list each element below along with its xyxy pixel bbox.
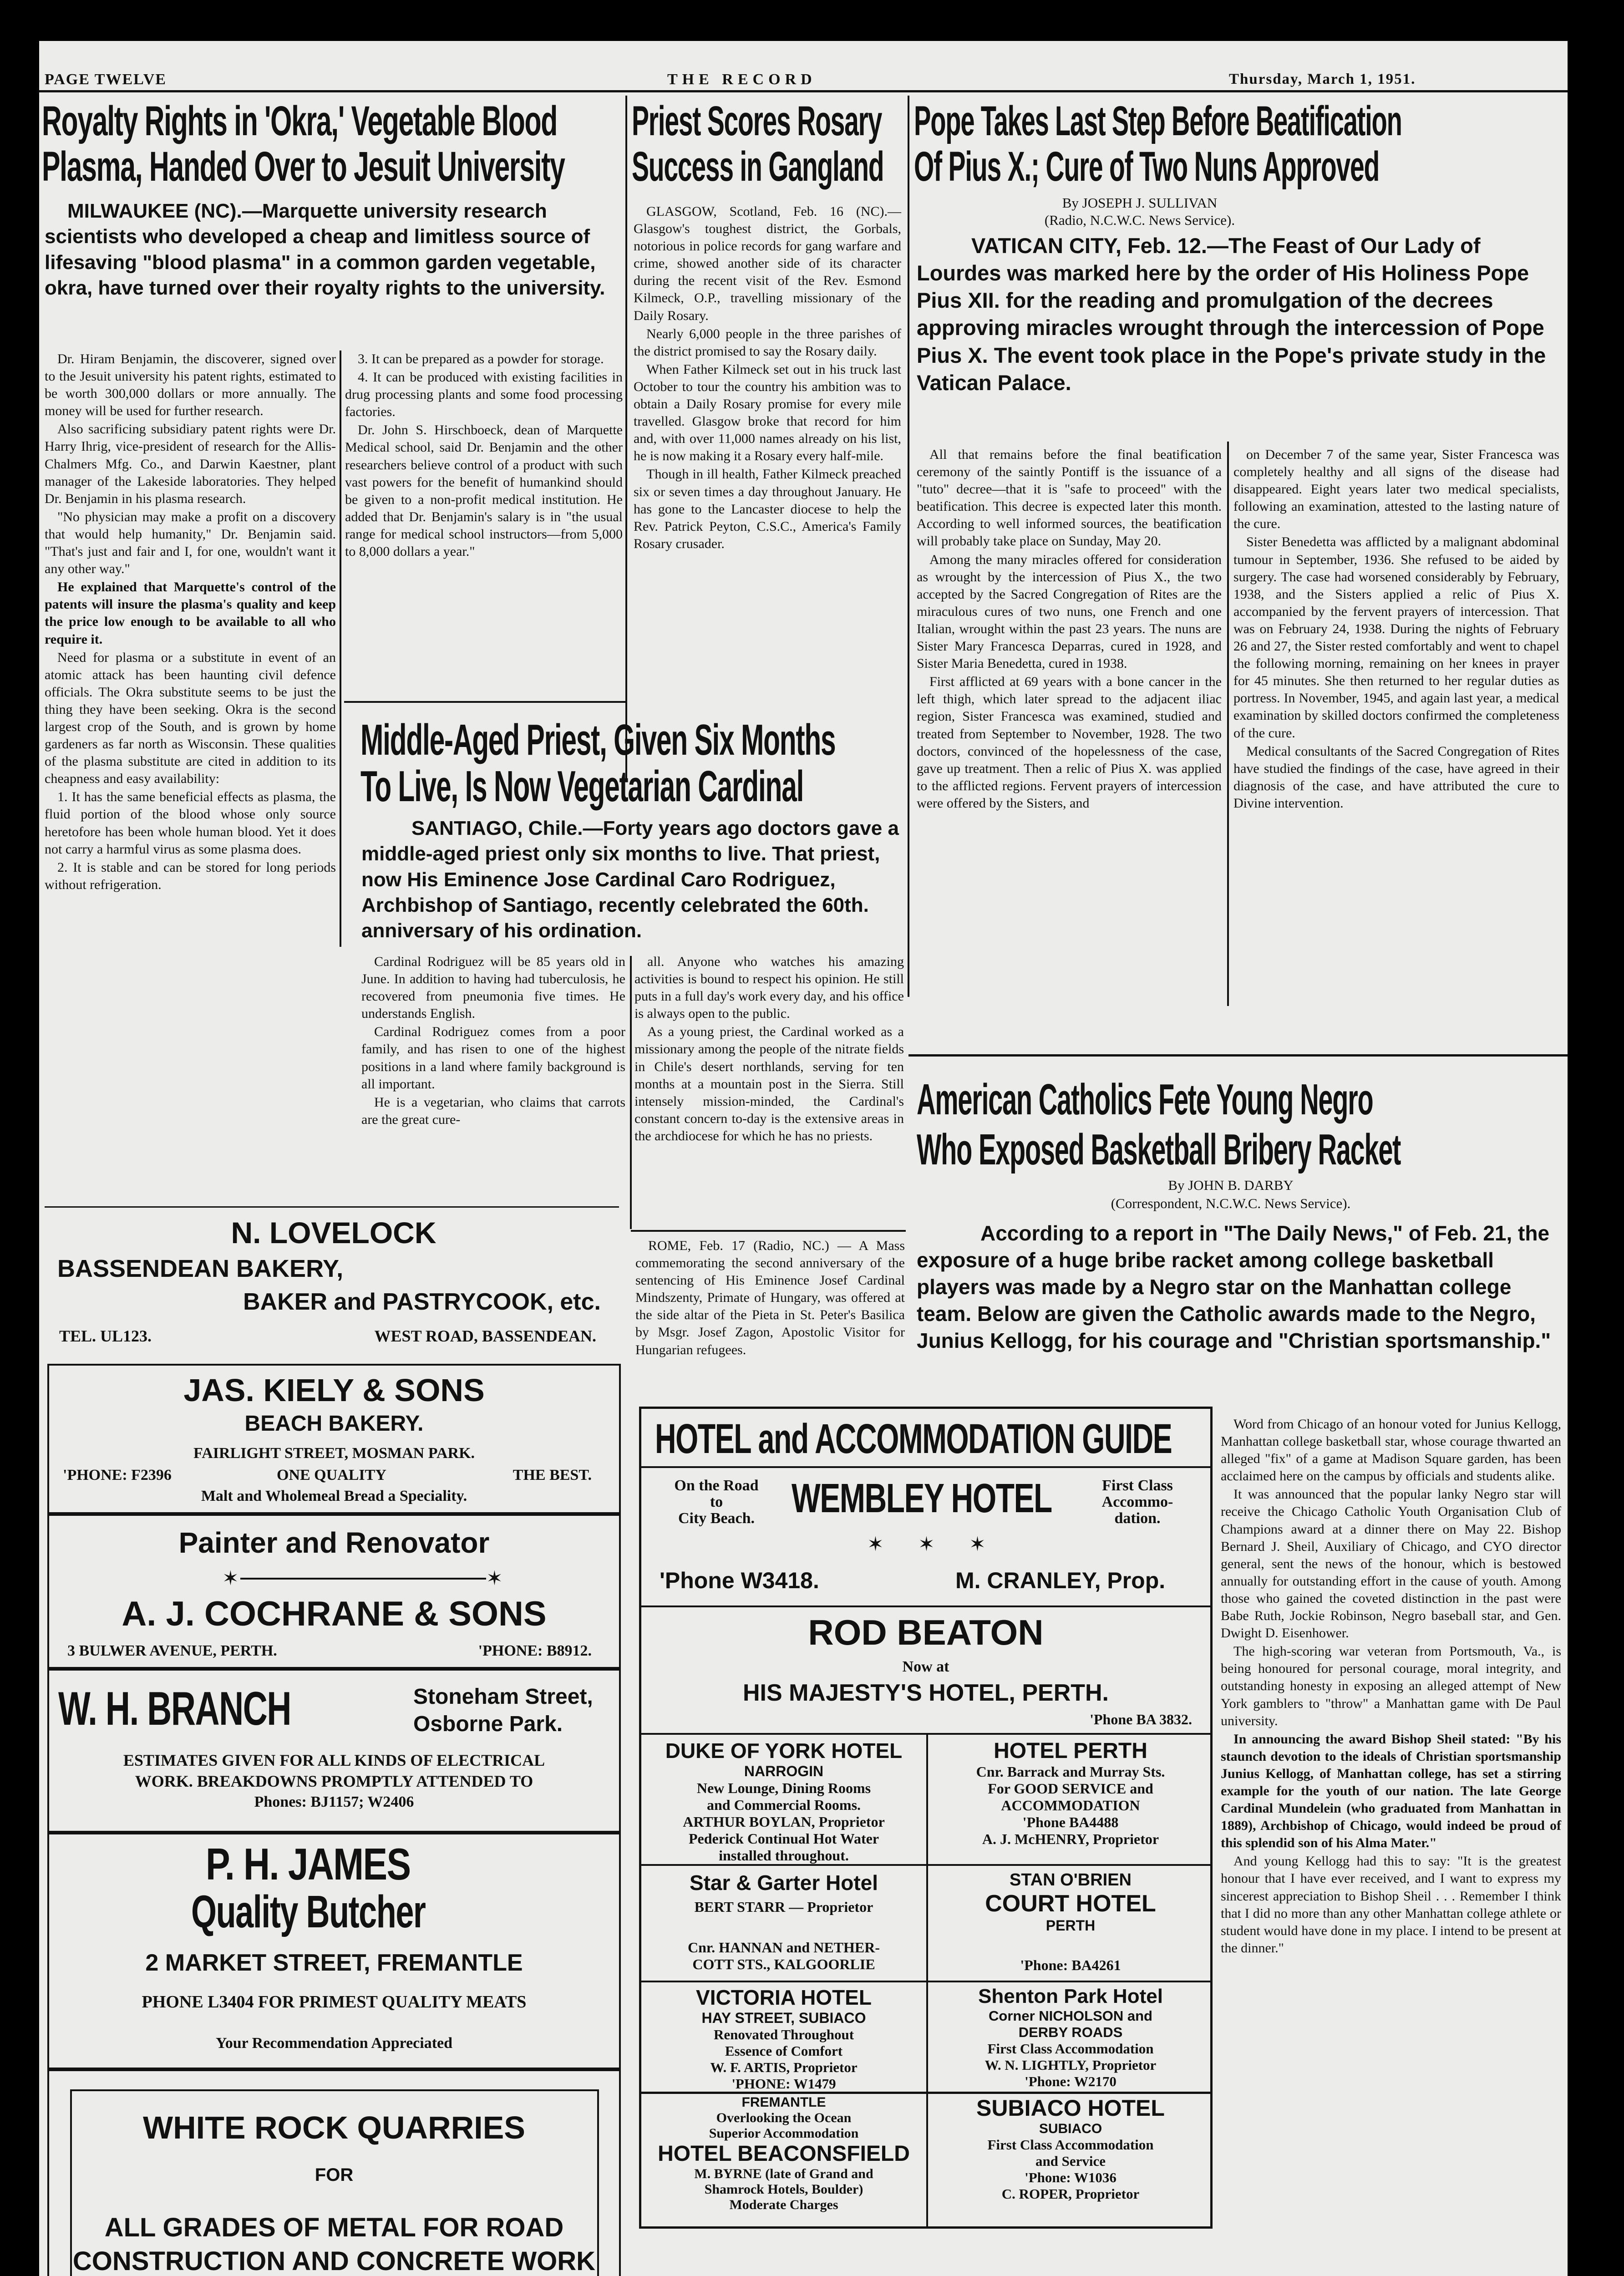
dukeofyork-line: ARTHUR BOYLAN, Proprietor [683,1814,885,1830]
subiaco-name: SUBIACO HOTEL [976,2095,1165,2121]
okra-paragraph: 4. It can be produced with existing facilities in drug processing plants and some food processing factories. [345,370,623,420]
hotel-beaconsfield [641,2095,926,2213]
lovelock-line1: BASSENDEAN BAKERY, [57,1255,344,1282]
rosary-paragraph: GLASGOW, Scotland, Feb. 16 (NC).—Glasgow's toughest district, the Gorbals, notorious in police records for gang warfare and crime, showed another side of its character during the recent visit of the Rev. Esmond Kilmeck, O.P., travelling missionary of the Daily Rosary. [634,204,901,323]
beaconsfield-line: Overlooking the Ocean [716,2110,852,2125]
pope-column-1 [917,446,1222,813]
pope-byline-service: (Radio, N.C.W.C. News Service). [1044,212,1235,228]
rosary-headline-line1: Priest Scores Rosary [632,98,882,144]
okra-paragraph: 1. It has the same beneficial effects as plasma, the fluid portion of the blood whose only source heretofore has been whole human blood. Yet it does not carry a harmful virus as some plasma does. [45,789,336,857]
cardinal-column-2 [634,953,904,1146]
hotel-victoria [641,1985,926,2092]
subiaco-line: 'Phone: W1036 [1025,2169,1116,2185]
dukeofyork-line: installed throughout. [719,1847,849,1864]
shenton-line: First Class Accommodation [987,2041,1154,2057]
rosary-article [630,96,905,774]
cochrane-title: Painter and Renovator [178,1526,490,1559]
beaconsfield-line: Superior Accommodation [709,2126,859,2141]
okra-paragraph: Dr. Hiram Benjamin, the discoverer, signed over to the Jesuit university his patent rights, estimated to be worth 300,000 dollars or more annually. The money will be used for further research. [45,351,336,419]
guide-rule [641,1864,1210,1866]
stargarter-line: Cnr. HANNAN and NETHER- [688,1939,880,1956]
wembley-phone: 'Phone W3418. [660,1568,819,1593]
pope-article [912,96,1565,1047]
pope-paragraph: Among the many miracles offered for consideration as wrought by the intercession of Pius X., the two accepted by the Sacred Congregation of Rites are the miraculous cures of two nuns, one French and one Italian, wrought within the past 23 years. The nuns are Sister Mary Francesca Deparras, cured in 1928, and Sister Maria Benedetta, cured in 1938. [917,552,1222,671]
court-phone: 'Phone: BA4261 [1020,1957,1121,1973]
star-icon: ✶ [969,1533,986,1555]
perth-line: A. J. McHENRY, Proprietor [982,1831,1159,1847]
branch-phones: Phones: BJ1157; W2406 [254,1793,414,1810]
cardinal-lead: SANTIAGO, Chile.—Forty years ago doctors gave a middle-aged priest only six months to live. That priest, now His Eminence Jose Cardinal Caro Rodriguez, Archbishop of Santiago, recently celebrated the 60th. anniversary of his ordination. [361,817,899,942]
branch-line1: ESTIMATES GIVEN FOR ALL KINDS OF ELECTRICAL [123,1751,545,1769]
shenton-line: 'Phone: W2170 [1025,2073,1116,2089]
hotel-guide-title: HOTEL and ACCOMMODATION GUIDE [655,1416,1172,1462]
pope-paragraph: on December 7 of the same year, Sister Francesca was completely healthy and all signs of the disease had disappeared. Eight years later two medical specialists, following an examination, attested to the lasting nature of the cure. [1233,447,1559,532]
basketball-lead: According to a report in "The Daily News," of Feb. 21, the exposure of a huge bribe racket among college basketball players was made by a Negro star on the Manhattan college team. Below are given the Catholic awards made to the Negro, Junius Kellogg, for his courage and "Christian sportsmanship." [917,1221,1551,1352]
okra-paragraph: Also sacrificing subsidiary patent rights were Dr. Harry Ihrig, vice-president of research for the Allis-Chalmers Mfg. Co., and Darwin Kaestner, plant manager of the Lakeside laboratories. They helped Dr. Benjamin in his plasma research. [45,422,336,506]
rosary-paragraph: Though in ill health, Father Kilmeck preached six or seven times a day throughout January. He has gone to the Lancaster diocese to help the Rev. Patrick Peyton, C.S.C., America's Family Rosary crusader. [634,467,901,551]
section-rule [344,701,626,703]
victoria-line: W. F. ARTIS, Proprietor [710,2059,858,2075]
okra-paragraph: 3. It can be prepared as a powder for storage. [358,351,604,366]
column-rule [630,956,632,1229]
kiely-line3: Malt and Wholemeal Bread a Speciality. [201,1488,467,1504]
james-address: 2 MARKET STREET, FREMANTLE [145,1950,523,1976]
branch-line2: WORK. BREAKDOWNS PROMPTLY ATTENDED TO [135,1772,533,1790]
beaton-hotel: HIS MAJESTY'S HOTEL, PERTH. [742,1680,1109,1706]
shenton-line: Corner NICHOLSON and [989,2008,1152,2024]
cochrane-address: 3 BULWER AVENUE, PERTH. [67,1642,277,1659]
subiaco-line: C. ROPER, Proprietor [1001,2186,1140,2202]
court-town: PERTH [1045,1917,1096,1934]
star-icon: ✶ [222,1567,239,1590]
subiaco-town: SUBIACO [1039,2121,1102,2136]
wembley-left-3: City Beach. [678,1510,755,1527]
ad-lovelock [48,1215,619,1352]
guide-rule [641,1981,1210,1982]
kiely-line1: BEACH BAKERY. [244,1412,424,1436]
dukeofyork-line: and Commercial Rooms. [706,1797,861,1813]
cardinal-headline-line1: Middle-Aged Priest, Given Six Months [360,716,836,764]
pope-column-2 [1233,446,1559,813]
dukeofyork-line: Pederick Continual Hot Water [688,1830,879,1847]
court-name: COURT HOTEL [985,1890,1156,1917]
paper-name: THE RECORD [667,71,817,88]
hotel-subiaco [928,2095,1213,2202]
star-icon: ✶ [918,1533,935,1555]
ad-quarries [47,2069,621,2276]
basketball-headline-line1: American Catholics Fete Young Negro [917,1075,1373,1124]
pope-paragraph: First afflicted at 69 years with a bone cancer in the left thigh, which later spread to the adjacent iliac region, Sister Francesca was examined, studied and treated from September to November, 1928. The two doctors, convinced of the hopelessness of the case, gave up treatment. Then a relic of Pius X. was applied to the afflicted regions. Fervent prayers of intercession were offered by the Sisters, and [917,674,1222,811]
pope-headline-line1: Pope Takes Last Step Before Beatification [914,98,1402,144]
okra-paragraph: Dr. John S. Hirschboeck, dean of Marquette Medical school, said Dr. Benjamin and the other researchers believe control of a product with such vast powers for the benefit of humankind should be given to a non-profit medical institution. He added that Dr. Benjamin's salary is in "the usual range for medical school instructors—from 5,000 to 8,000 dollars a year." [345,422,623,559]
cardinal-article [358,710,906,1238]
victoria-name: VICTORIA HOTEL [696,1986,872,2009]
okra-headline-line1: Royalty Rights in 'Okra,' Vegetable Blood [42,98,558,144]
dukeofyork-name: DUKE OF YORK HOTEL [665,1739,903,1763]
branch-address-2: Osborne Park. [413,1712,563,1736]
beaton-phone: 'Phone BA 3832. [1090,1711,1192,1727]
perth-line: ACCOMMODATION [1001,1797,1140,1814]
cardinal-headline-line2: To Live, Is Now Vegetarian Cardinal [360,762,804,811]
star-icon: ✶ [867,1533,884,1555]
beaconsfield-top: FREMANTLE [741,2095,826,2110]
ad-branch [47,1669,621,1833]
perth-line: 'Phone BA4488 [1022,1814,1119,1830]
ad-james [47,1833,621,2069]
issue-date: Thursday, March 1, 1951. [1229,71,1416,87]
cardinal-paragraph: Cardinal Rodriguez will be 85 years old in June. In addition to having had tuberculosis, he recovered from pneumonia five times. He understands English. [361,954,625,1021]
stargarter-name: Star & Garter Hotel [689,1871,878,1895]
okra-paragraph: "No physician may make a profit on a discovery that would help humanity," Dr. Benjamin said. "That's just and fair and I, for one, wouldn't want it any other way." [45,509,336,577]
branch-name: W. H. BRANCH [58,1682,291,1735]
pope-lead: VATICAN CITY, Feb. 12.—The Feast of Our Lady of Lourdes was marked here by the order of His Holiness Pope Pius XII. for the reading and promulgation of the decrees approving miracles wrought through the intercession of Pope Pius X. The event took place in the Pope's private study in the Vatican Palace. [917,234,1546,395]
basketball-paragraph: It was announced that the popular lanky Negro star will receive the Chicago Catholic Youth Organisation Club of Champions award at a dinner there on May 22. Bishop Bernard J. Sheil, Auxiliary of Chicago, and CYO director general, sent the news of the honour, which is bestowed annually for outstanding effort in the cause of youth. Among those who gained the coveted distinction in the past were Babe Ruth, Jockie Robinson, Negro baseball star, and Gen. Dwight D. Eisenhower. [1221,1487,1561,1641]
basketball-paragraph: Word from Chicago of an honour voted for Junius Kellogg, Manhattan college basketball star, whose courage thwarted an alleged "fix" of a game at Madison Square garden, has been acclaimed here on the campus by officials and students alike. [1221,1417,1561,1484]
quarries-line1: ALL GRADES OF METAL FOR ROAD [104,2213,564,2242]
rosary-headline-line2: Success in Gangland [632,143,884,190]
column-rule [625,96,627,778]
basketball-paragraph: And young Kellogg had this to say: "It is the greatest honour that I have ever received, and I want to express my sincerest appreciation to Bishop Sheil . . . Remember I think that I did no more than any other Manhattan college athlete or student would have done in my place. I intend to be present at the dinner." [1221,1854,1561,1956]
kiely-name: JAS. KIELY & SONS [183,1372,485,1408]
wembley-right-2: Accommo- [1101,1494,1173,1510]
okra-paragraph: 2. It is stable and can be stored for long periods without refrigeration. [45,859,336,892]
basketball-byline-service: (Correspondent, N.C.W.C. News Service). [1111,1195,1351,1211]
basketball-headline-line2: Who Exposed Basketball Bribery Racket [917,1125,1401,1174]
james-recommendation: Your Recommendation Appreciated [215,2035,453,2052]
lovelock-line2: BAKER and PASTRYCOOK, etc. [243,1289,601,1315]
column-rule [340,351,341,947]
quarries-for: FOR [315,2165,354,2185]
cardinal-paragraph: all. Anyone who watches his amazing activities is bound to respect his opinion. He still puts in a full day's work every day, and his office is always open to the public. [634,954,904,1021]
masthead-rule [39,90,1568,92]
pope-paragraph: Sister Benedetta was afflicted by a malignant abdominal tumour in September, 1936. She refused to be aided by surgery. The case had worsened considerably by February, 1938, and the Sisters applied a relic of Pius X. accompanied by the fervent prayers of intercession. That was on February 24, 1938. During the nights of February 26 and 27, the Sister rested comfortably and went to chapel the following morning, remaining on her knees in prayer for 45 minutes. She then returned to her regular duties as portress. In November, 1945, and again last year, a medical examination by skilled doctors confirmed the completeness of the cure. [1233,534,1559,741]
section-rule [631,1230,906,1232]
hotel-guide [639,1407,1213,2094]
beaton-name: ROD BEATON [808,1612,1044,1652]
james-line1: Quality Butcher [191,1886,426,1937]
cardinal-paragraph: Cardinal Rodriguez comes from a poor family, and has risen to one of the highest positions in a land where family background is all important. [361,1024,625,1092]
lovelock-tel: TEL. UL123. [59,1327,152,1345]
hotel-court [928,1870,1213,1974]
perth-line: For GOOD SERVICE and [988,1780,1153,1797]
kiely-address: FAIRLIGHT STREET, MOSMAN PARK. [193,1445,475,1462]
wembley-name: WEMBLEY HOTEL [792,1476,1052,1521]
section-rule [908,1054,1568,1057]
perth-name: HOTEL PERTH [994,1739,1147,1763]
okra-lead: MILWAUKEE (NC).—Marquette university research scientists who developed a cheap and limitless source of lifesaving "blood plasma" in a common garden vegetable, okra, have turned over their royalty rights to the university. [45,200,605,299]
court-top: STAN O'BRIEN [1009,1870,1132,1890]
ad-separator [45,1206,619,1208]
hotel-stargarter [641,1870,926,1973]
branch-address-1: Stoneham Street, [413,1685,593,1709]
beaconsfield-name: HOTEL BEACONSFIELD [658,2142,910,2166]
okra-column-2 [345,351,623,561]
cochrane-phone: 'PHONE: B8912. [478,1642,592,1659]
james-phone: PHONE L3404 FOR PRIMEST QUALITY MEATS [142,1992,527,2012]
lovelock-name: N. LOVELOCK [231,1216,436,1250]
pope-headline-line2: Of Pius X.; Cure of Two Nuns Approved [914,143,1380,190]
rosary-body [634,203,901,554]
ad-cochrane [47,1514,621,1669]
page-number: PAGE TWELVE [45,71,167,88]
dukeofyork-town: NARROGIN [744,1763,824,1779]
star-icon: ✶ [486,1567,503,1590]
rosary-paragraph: When Father Kilmeck set out in his truck last October to tour the country his ambition was to obtain a Daily Rosary promise for every mile travelled. Glasgow broke that record for him and, with over 11,000 names already on his list, he is now making it a Rosary every half-mile. [634,361,901,464]
basketball-paragraph: The high-scoring war veteran from Portsmouth, Va., is being honoured for personal courage, moral integrity, and outstanding honesty in exposing an alleged attempt of New York gamblers to "throw" a Manhattan game with De Paul university. [1221,1644,1561,1728]
perth-line: Cnr. Barrack and Murray Sts. [976,1763,1165,1780]
okra-paragraph: He explained that Marquette's control of the patents will insure the plasma's quality and keep the price low enough to be available to all who require it. [45,579,336,647]
column-rule [1227,442,1229,1006]
beaton-now: Now at [902,1658,949,1675]
wembley-left-2: to [710,1494,723,1510]
shenton-name: Shenton Park Hotel [978,1985,1163,2007]
shenton-line: DERBY ROADS [1018,2024,1123,2040]
basketball-byline: By JOHN B. DARBY [1168,1177,1294,1193]
beaconsfield-line: M. BYRNE (late of Grand and [694,2166,873,2181]
stargarter-line: COTT STS., KALGOORLIE [692,1956,875,1972]
basketball-paragraph: In announcing the award Bishop Sheil stated: "By his staunch devotion to the ideals of Christian sportsmanship Junius Kellogg, of Manhattan college, has set a stirring example for the youth of our nation. The late George Cardinal Mundelein (who graduated from Manhattan in 1889), Archbishop of Chicago, would indeed be proud of this splendid son of his Alma Mater." [1221,1731,1561,1851]
okra-headline-line2: Plasma, Handed Over to Jesuit University [42,143,565,190]
victoria-address: HAY STREET, SUBIACO [701,2010,866,2026]
james-name: P. H. JAMES [206,1839,411,1889]
pope-paragraph: Medical consultants of the Sacred Congregation of Rites have studied the findings of the case, have agreed in their diagnosis of the case, and have attributed the cure to Divine intervention. [1233,743,1559,811]
dukeofyork-line: New Lounge, Dining Rooms [696,1780,871,1796]
guide-rule [641,1605,1210,1607]
ornament-rule [240,1578,486,1580]
hotel-shenton [928,1985,1213,2090]
kiely-quality: ONE QUALITY [277,1467,386,1483]
lovelock-address: WEST ROAD, BASSENDEAN. [374,1327,596,1345]
subiaco-line: First Class Accommodation [987,2137,1154,2153]
wembley-right-3: dation. [1114,1510,1161,1527]
guide-rule [641,1466,1210,1468]
wembley-proprietor: M. CRANLEY, Prop. [955,1568,1166,1593]
stargarter-line: BERT STARR — Proprietor [694,1899,873,1915]
hotel-guide-lower [639,2092,1213,2229]
cardinal-paragraph: He is a vegetarian, who claims that carrots are the great cure- [361,1094,625,1127]
mindszenty-article [635,1237,905,1360]
wembley-right-1: First Class [1102,1477,1173,1494]
mindszenty-paragraph: ROME, Feb. 17 (Radio, NC.) — A Mass commemorating the second anniversary of the sentencing of His Eminence Josef Cardinal Mindszenty, Primate of Hungary, was offered at the side altar of the Pieta in St. Peter's Basilica by Msgr. Josef Zagon, Apostolic Visitor for Hungarian refugees. [635,1238,905,1357]
victoria-line: Renovated Throughout [713,2027,854,2042]
newspaper-page [39,41,1568,2276]
ad-kiely [47,1364,621,1514]
quarries-line2: CONSTRUCTION AND CONCRETE WORK [72,2246,596,2276]
okra-paragraph: Need for plasma or a substitute in event of an atomic attack has been haunting civil defence officials. The Okra substitute seems to be just the thing they have been seeking. Okra is the second largest crop of the South, and is grown by home gardeners as far north as Wisconsin. These qualities of the plasma substitute are cited in addition to its cheapness and easy availability: [45,650,336,787]
cardinal-paragraph: As a young priest, the Cardinal worked as a missionary among the people of the nitrate fields in Chile's desert northlands, serving for ten months at a mountain post in the Sierra. Still intensely mission-minded, the Cardinal's constant concern to-day is the extensive areas in the archdiocese for which he has no priests. [634,1024,904,1143]
cardinal-column-1 [361,953,625,1129]
kiely-phone: 'PHONE: F2396 [63,1467,172,1483]
hotel-dukeofyork [641,1738,926,1864]
victoria-line: 'PHONE: W1479 [731,2076,836,2092]
shenton-line: W. N. LIGHTLY, Proprietor [985,2057,1157,2073]
cochrane-name: A. J. COCHRANE & SONS [122,1595,547,1633]
subiaco-line: and Service [1035,2153,1106,2169]
basketball-body [1221,1416,1561,1958]
quarries-name: WHITE ROCK QUARRIES [143,2110,525,2145]
pope-byline: By JOSEPH J. SULLIVAN [1062,195,1218,211]
okra-column-1 [45,351,336,894]
wembley-left-1: On the Road [674,1477,759,1494]
pope-paragraph: All that remains before the final beatification ceremony of the saintly Pontiff is the issuance of a "tuto" decree—that it is "safe to proceed" with the beatification. This decree is expected later this month. According to well informed sources, the beatification will probably take place on Sunday, May 20. [917,447,1222,549]
guide-rule [641,1733,1210,1735]
victoria-line: Essence of Comfort [725,2043,843,2059]
column-rule [908,96,909,997]
rosary-paragraph: Nearly 6,000 people in the three parishes of the district promised to say the Rosary daily. [634,326,901,359]
kiely-best: THE BEST. [513,1467,592,1483]
hotel-perth [928,1738,1213,1848]
beaconsfield-line: Moderate Charges [729,2197,838,2212]
beaconsfield-line: Shamrock Hotels, Boulder) [704,2182,863,2197]
